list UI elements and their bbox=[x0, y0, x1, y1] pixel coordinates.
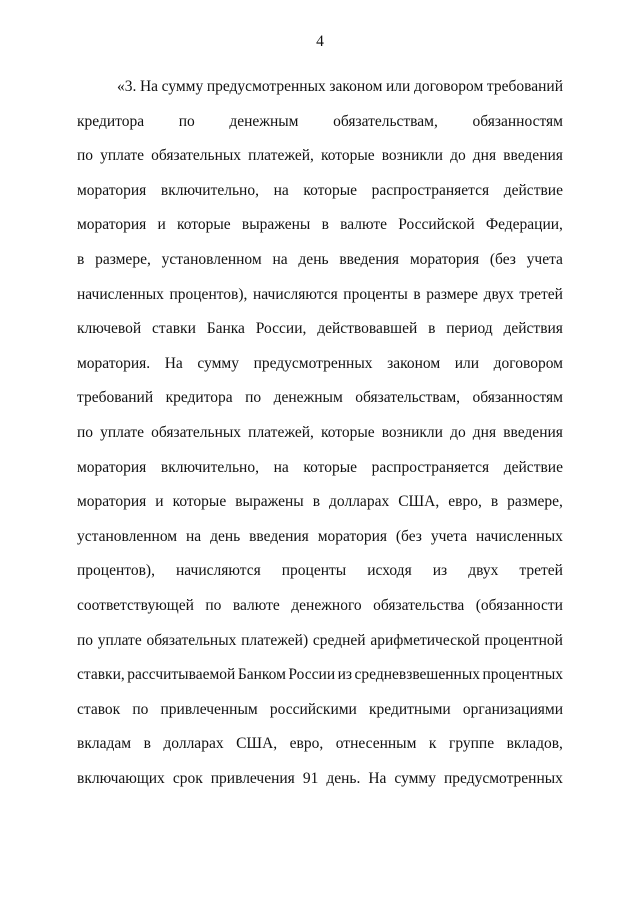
word: требований bbox=[486, 78, 563, 95]
word: к bbox=[428, 735, 437, 753]
word: которые bbox=[303, 181, 358, 199]
word: договором bbox=[413, 78, 484, 95]
word: на bbox=[273, 458, 289, 476]
word: моратория bbox=[77, 458, 147, 476]
word: Банка bbox=[206, 320, 245, 338]
word: платежей, bbox=[248, 147, 314, 165]
word: платежей) bbox=[241, 631, 309, 649]
word: начисленных bbox=[476, 527, 563, 545]
word: введения bbox=[503, 423, 563, 441]
word: моратория bbox=[77, 216, 147, 234]
word: организациями bbox=[462, 700, 563, 718]
word: включительно, bbox=[160, 458, 259, 476]
word: проценты bbox=[343, 285, 408, 303]
word: евро, bbox=[448, 493, 482, 511]
word: установленном bbox=[77, 527, 178, 545]
word: введения bbox=[249, 527, 309, 545]
word: средневзвешенных bbox=[354, 666, 480, 684]
word: из bbox=[432, 562, 448, 580]
word: денежным bbox=[273, 389, 343, 407]
word: распространяется bbox=[371, 458, 490, 476]
word: на bbox=[272, 250, 288, 268]
word: средней bbox=[312, 631, 366, 649]
word: российскими bbox=[269, 700, 357, 718]
word: до bbox=[450, 147, 466, 165]
word: договором bbox=[493, 354, 563, 372]
word: третей bbox=[519, 562, 563, 580]
word: процентной bbox=[484, 631, 563, 649]
text-line bbox=[77, 762, 563, 797]
word: 91 bbox=[302, 769, 319, 787]
word: арифметической bbox=[370, 631, 480, 649]
word: которые bbox=[177, 216, 231, 234]
word: сумму bbox=[197, 354, 239, 372]
word: обязательных bbox=[151, 147, 242, 165]
word: предусмотренных bbox=[444, 769, 563, 787]
word: ключевой bbox=[77, 320, 142, 338]
word: вкладов, bbox=[506, 735, 563, 753]
word: в bbox=[143, 735, 151, 753]
word: день bbox=[298, 250, 329, 268]
word: уплате bbox=[97, 631, 142, 649]
word: ставок bbox=[77, 700, 121, 718]
word: выражены bbox=[241, 216, 311, 234]
word: в bbox=[77, 250, 85, 268]
word: сумму bbox=[161, 78, 204, 95]
word: начисленных bbox=[77, 285, 164, 303]
word: третей bbox=[519, 285, 563, 303]
text-line bbox=[77, 174, 563, 209]
word: действие bbox=[503, 181, 563, 199]
word: (без bbox=[489, 250, 516, 268]
word: день. bbox=[326, 769, 361, 787]
word: Банком bbox=[237, 666, 286, 684]
text-line bbox=[77, 520, 563, 555]
word: США, bbox=[398, 493, 440, 511]
word: долларах bbox=[329, 493, 390, 511]
word: и bbox=[157, 216, 166, 234]
word: период bbox=[446, 320, 493, 338]
text-line bbox=[77, 693, 563, 728]
word: и bbox=[155, 493, 164, 511]
word: моратория bbox=[77, 181, 147, 199]
text-line bbox=[77, 485, 563, 520]
text-line bbox=[77, 554, 563, 589]
word: в bbox=[428, 320, 436, 338]
word: установленном bbox=[161, 250, 262, 268]
word: на bbox=[186, 527, 202, 545]
word: обязательствам, bbox=[333, 112, 438, 130]
word: включительно, bbox=[160, 181, 259, 199]
paragraph-3 bbox=[77, 70, 563, 796]
word: размере bbox=[426, 285, 479, 303]
word: ставки bbox=[152, 320, 196, 338]
word: действие bbox=[503, 458, 563, 476]
word: включающих bbox=[77, 769, 165, 787]
word: долларах bbox=[163, 735, 224, 753]
word: по bbox=[77, 147, 94, 165]
word: вкладам bbox=[77, 735, 132, 753]
word: На bbox=[139, 78, 159, 95]
word: которые bbox=[320, 423, 375, 441]
word: Российской bbox=[398, 216, 475, 234]
word: двух bbox=[468, 562, 499, 580]
word: по bbox=[205, 596, 222, 614]
text-line bbox=[77, 139, 563, 174]
word: процентов), bbox=[77, 562, 155, 580]
word: На bbox=[164, 354, 183, 372]
word: группе bbox=[448, 735, 495, 753]
word: введения bbox=[503, 147, 563, 165]
word: дня bbox=[472, 423, 497, 441]
text-line bbox=[77, 589, 563, 624]
word: рассчитываемой bbox=[127, 666, 236, 684]
word: в bbox=[413, 285, 421, 303]
word: евро, bbox=[289, 735, 324, 753]
word: (без bbox=[395, 527, 422, 545]
word: Федерации, bbox=[485, 216, 563, 234]
word: процентов), bbox=[169, 285, 248, 303]
word: предусмотренных bbox=[206, 78, 326, 95]
word: распространяется bbox=[371, 181, 490, 199]
word: России, bbox=[255, 320, 307, 338]
word: дня bbox=[472, 147, 497, 165]
text-line bbox=[77, 658, 563, 693]
text-line bbox=[77, 243, 563, 278]
text-line bbox=[77, 381, 563, 416]
word: денежным bbox=[229, 112, 299, 130]
word: кредитора bbox=[77, 112, 145, 130]
word: обязательных bbox=[151, 423, 242, 441]
word: процентных bbox=[482, 666, 563, 684]
word: отнесенным bbox=[335, 735, 417, 753]
word: обязательства bbox=[373, 596, 465, 614]
word: выражены bbox=[235, 493, 304, 511]
word: начисляются bbox=[252, 285, 338, 303]
word: денежного bbox=[291, 596, 362, 614]
word: проценты bbox=[281, 562, 347, 580]
word: кредитными bbox=[368, 700, 451, 718]
word: обязанностям bbox=[472, 112, 563, 130]
word: учета bbox=[526, 250, 563, 268]
word: двух bbox=[483, 285, 514, 303]
word: по bbox=[245, 389, 262, 407]
word: исходя bbox=[367, 562, 412, 580]
word: в bbox=[490, 493, 499, 511]
text-line bbox=[77, 727, 563, 762]
word: начисляются bbox=[175, 562, 261, 580]
text-line bbox=[77, 416, 563, 451]
word: на bbox=[273, 181, 289, 199]
word: в bbox=[321, 216, 329, 234]
page-number: 4 bbox=[316, 33, 324, 50]
word: соответствующей bbox=[77, 596, 194, 614]
word: моратория bbox=[77, 493, 147, 511]
word: (обязанности bbox=[475, 596, 563, 614]
word: обязательных bbox=[146, 631, 237, 649]
word: возникли bbox=[381, 423, 443, 441]
word: или bbox=[454, 354, 480, 372]
text-line bbox=[77, 624, 563, 659]
text-line bbox=[77, 451, 563, 486]
word: учета bbox=[430, 527, 468, 545]
word: «3. bbox=[117, 78, 137, 95]
word: валюте bbox=[232, 596, 280, 614]
word: моратория bbox=[409, 250, 480, 268]
word: законом bbox=[329, 78, 383, 95]
text-line bbox=[77, 278, 563, 313]
text-line bbox=[77, 312, 563, 347]
word: моратория bbox=[317, 527, 387, 545]
word: день bbox=[210, 527, 241, 545]
word: сумму bbox=[394, 769, 436, 787]
word: которые bbox=[320, 147, 375, 165]
word: по bbox=[77, 423, 94, 441]
word: кредитора bbox=[165, 389, 233, 407]
word: которые bbox=[172, 493, 227, 511]
word: валюте bbox=[340, 216, 388, 234]
word: уплате bbox=[100, 423, 145, 441]
word: уплате bbox=[100, 147, 145, 165]
word: размере, bbox=[95, 250, 151, 268]
word: предусмотренных bbox=[253, 354, 373, 372]
word: или bbox=[386, 78, 411, 95]
word: действовавшей bbox=[317, 320, 418, 338]
word: обязательствам, bbox=[355, 389, 461, 407]
word: действия bbox=[503, 320, 563, 338]
word: России bbox=[288, 666, 336, 684]
word: моратория. bbox=[77, 354, 151, 372]
word: которые bbox=[303, 458, 358, 476]
word: возникли bbox=[381, 147, 443, 165]
word: законом bbox=[387, 354, 441, 372]
text-line bbox=[77, 347, 563, 382]
word: привлечения bbox=[210, 769, 295, 787]
word: платежей, bbox=[248, 423, 314, 441]
word: обязанностям bbox=[472, 389, 563, 407]
word: срок bbox=[172, 769, 203, 787]
word: привлеченным bbox=[160, 700, 258, 718]
word: На bbox=[368, 769, 387, 787]
word: размере, bbox=[507, 493, 563, 511]
text-line bbox=[77, 70, 563, 105]
word: ставки, bbox=[77, 666, 125, 684]
text-line bbox=[77, 208, 563, 243]
word: по bbox=[178, 112, 195, 130]
word: по bbox=[132, 700, 149, 718]
word: требований bbox=[77, 389, 154, 407]
word: США, bbox=[236, 735, 278, 753]
word: по bbox=[77, 631, 94, 649]
word: введения bbox=[339, 250, 400, 268]
word: из bbox=[337, 666, 353, 684]
word: в bbox=[312, 493, 321, 511]
text-line bbox=[77, 105, 563, 140]
word: до bbox=[450, 423, 466, 441]
